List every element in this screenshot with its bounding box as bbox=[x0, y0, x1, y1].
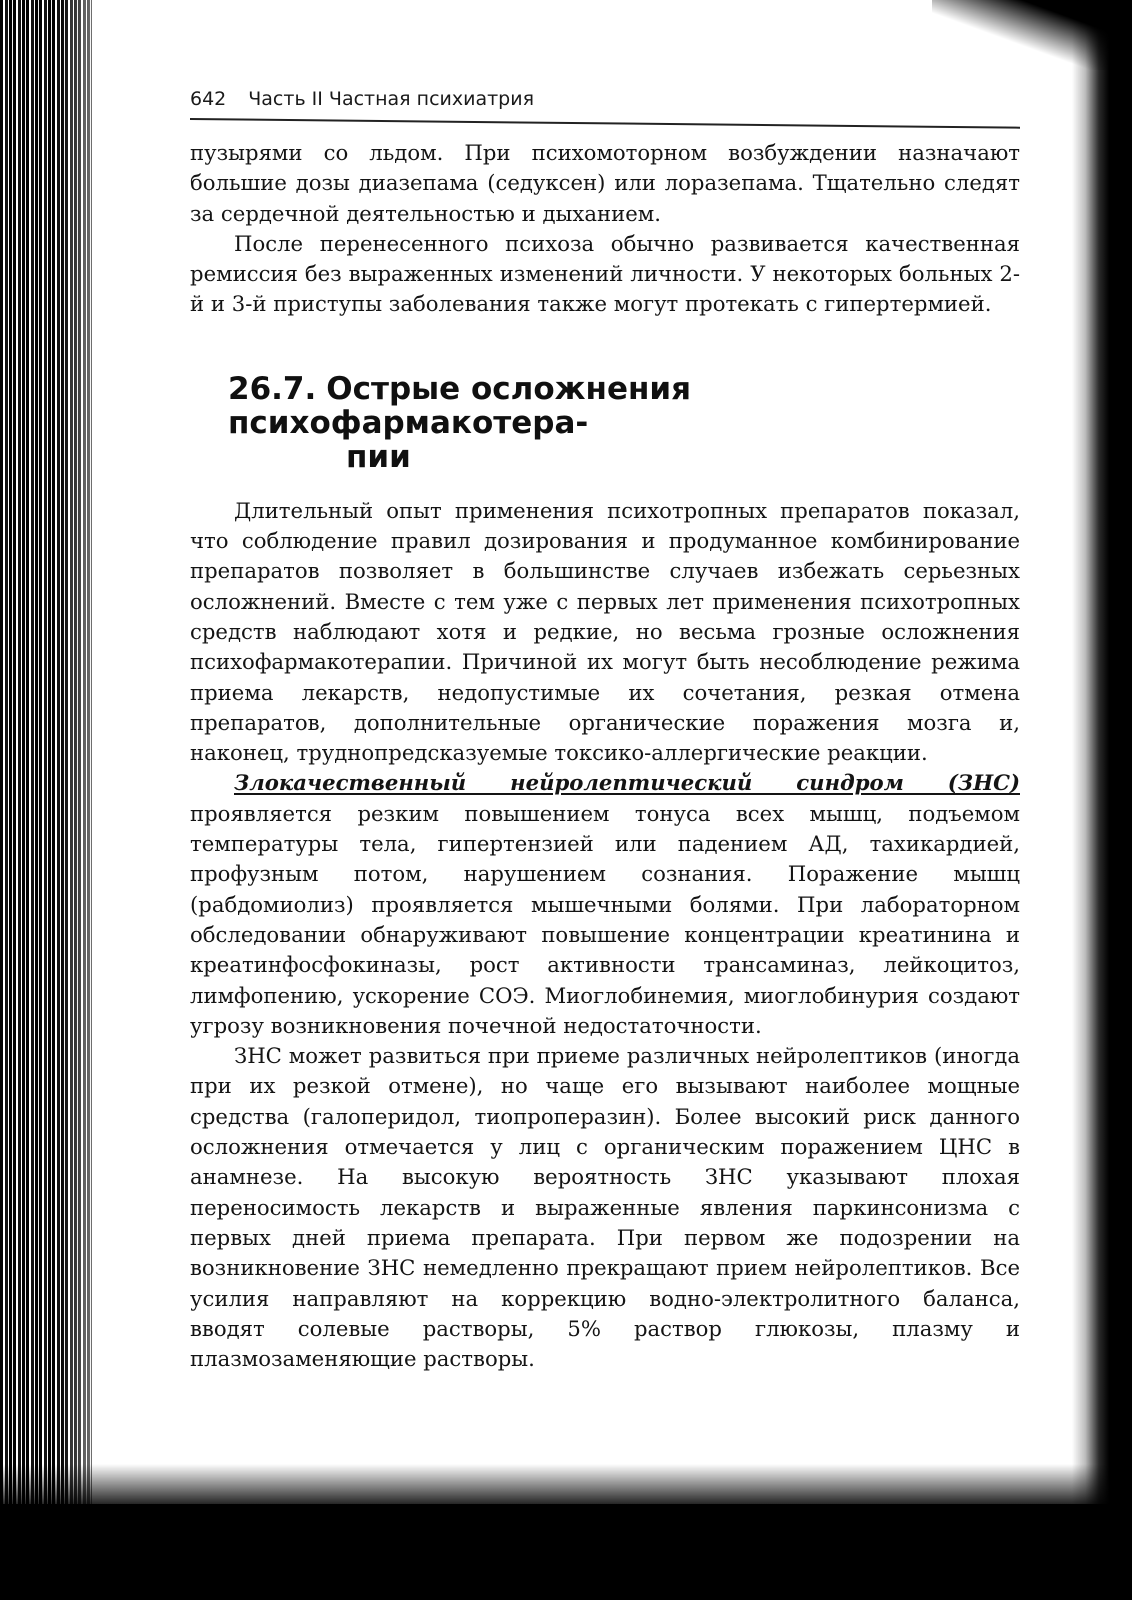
page-number: 642 bbox=[190, 88, 227, 110]
section-title-line1: Острые осложнения психофармакотера- bbox=[228, 370, 692, 441]
spine-shadow bbox=[60, 0, 100, 1600]
section-title-line2: пии bbox=[346, 438, 411, 475]
section-number: 26.7. bbox=[228, 370, 317, 407]
intro-paragraph-2: После перенесенного психоза обычно развивается качественная ремиссия без выраженных изменений личности. У некоторых больных 2-й и 3-й приступы заболевания также могут протекать с гипертермией. bbox=[190, 230, 1020, 317]
body-paragraph-2 bbox=[190, 768, 1020, 1041]
intro-paragraph-1: пузырями со льдом. При психомоторном возбуждении назначают большие дозы диазепама (седуксен) или лоразепама. Тщательно следят за сердечной деятельностью и дыханием. bbox=[190, 140, 1020, 226]
scan-corner-shadow bbox=[932, 0, 1132, 70]
running-head bbox=[190, 86, 1020, 112]
book-page bbox=[190, 86, 1020, 1374]
running-head-title: Часть II Частная психиатрия bbox=[248, 88, 535, 110]
body-paragraph-1: Длительный опыт применения психотропных препаратов показал, что соблюдение правил дозирования и продуманное комбинирование препаратов позволяет в большинстве случаев избежать серьезных осложнений. Вместе с тем уже с первых лет применения психотропных средств наблюдают хотя и редкие, но весьма грозные осложнения психофармакотерапии. Причиной их могут быть несоблюдение режима приема лекарств, недопустимые их сочетания, резкая отмена препаратов, дополнительные органические поражения мозга и, наконец, труднопредсказуемые токсико-аллергические реакции. bbox=[190, 497, 1020, 766]
header-rule bbox=[190, 118, 1020, 129]
body-paragraph-2-text: проявляется резким повышением тонуса всех мышц, подъемом температуры тела, гипертензией или падением АД, тахикардией, профузным потом, нарушением сознания. Поражение мышц (рабдомиолиз) проявляется мышечными болями. При лабораторном обследовании обнаруживают повышение концентрации креатинина и креатинфосфокиназы, рост активности трансаминаз, лейкоцитоз, лимфопению, ускорение СОЭ. Миоглобинемия, миоглобинурия создают угрозу возникновения почечной недостаточности. bbox=[190, 800, 1020, 1038]
section-heading bbox=[228, 372, 1020, 474]
term-nms: Злокачественный нейролептический синдром (ЗНС) bbox=[234, 770, 1020, 796]
bottom-shadow bbox=[0, 1464, 1132, 1504]
body-paragraph-3: ЗНС может развиться при приеме различных нейролептиков (иногда при их резкой отмене), но чаще его вызывают наиболее мощные средства (галоперидол, тиопроперазин). Более высокий риск данного осложнения отмечается у лиц с органическим поражением ЦНС в анамнезе. На высокую вероятность ЗНС указывают плохая переносимость лекарств и выраженные явления паркинсонизма с первых дней приема препарата. При первом же подозрении на возникновение ЗНС немедленно прекращают прием нейролептиков. Все усилия направляют на коррекцию водно-электролитного баланса, вводят солевые растворы, 5% раствор глюкозы, плазму и плазмозаменяющие растворы. bbox=[190, 1043, 1020, 1372]
page-right-edge bbox=[1072, 0, 1132, 1600]
scan-bottom-edge bbox=[0, 1504, 1132, 1600]
